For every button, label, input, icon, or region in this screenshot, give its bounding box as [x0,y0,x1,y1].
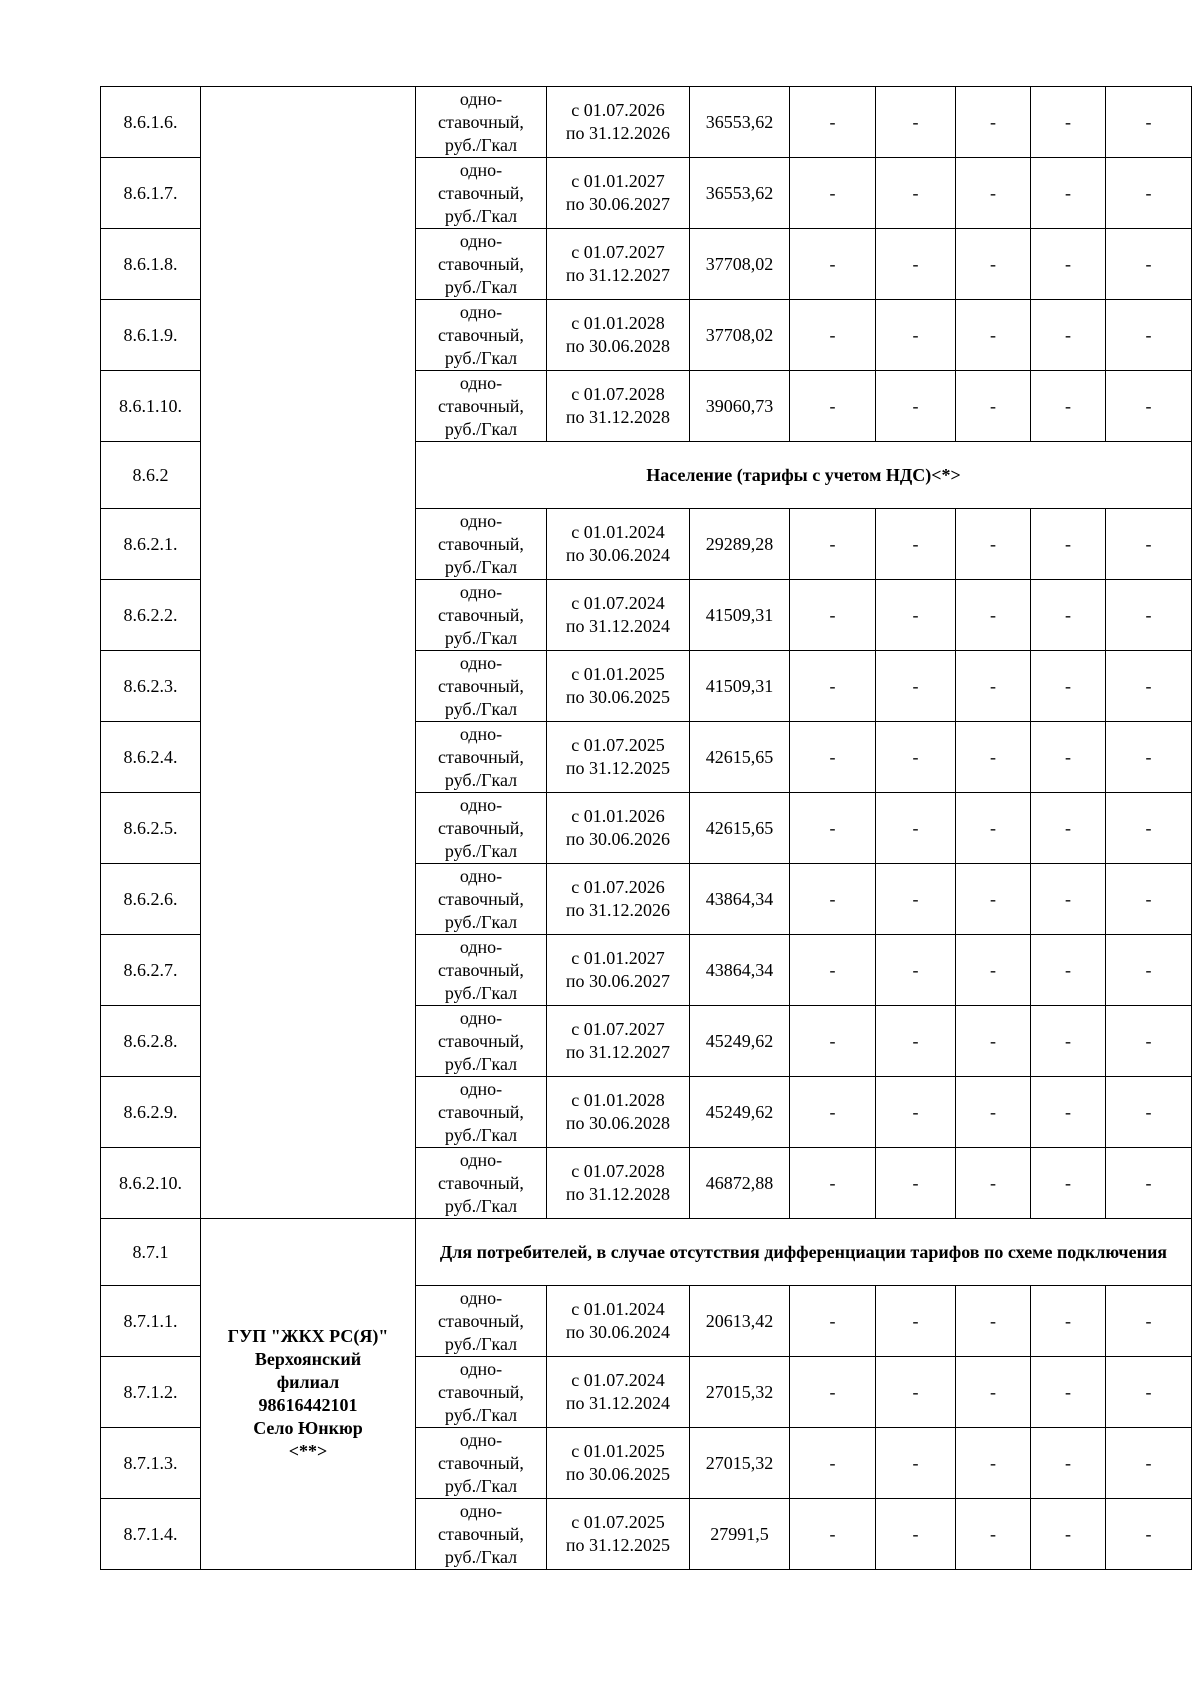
tariff-type-cell: одно- ставочный, руб./Гкал [416,371,547,442]
table-row [101,87,1192,158]
tariff-type-cell: одно- ставочный, руб./Гкал [416,87,547,158]
organization-cell [201,87,416,1219]
tariff-value-cell: 29289,28 [690,509,790,580]
empty-value-cell: - [790,1077,876,1148]
empty-value-cell: - [876,1006,956,1077]
empty-value-cell: - [876,1499,956,1570]
empty-value-cell: - [1031,300,1106,371]
group-row [101,1219,1192,1286]
empty-value-cell: - [1031,935,1106,1006]
empty-value-cell: - [790,371,876,442]
empty-value-cell: - [1106,935,1192,1006]
period-cell: с 01.01.2025 по 30.06.2025 [547,1428,690,1499]
tariff-type-cell: одно- ставочный, руб./Гкал [416,580,547,651]
tariff-type-cell: одно- ставочный, руб./Гкал [416,793,547,864]
empty-value-cell: - [876,371,956,442]
tariff-type-cell: одно- ставочный, руб./Гкал [416,864,547,935]
tariff-value-cell: 43864,34 [690,864,790,935]
empty-value-cell: - [1106,229,1192,300]
empty-value-cell: - [876,864,956,935]
empty-value-cell: - [956,300,1031,371]
empty-value-cell: - [1031,1428,1106,1499]
empty-value-cell: - [876,580,956,651]
empty-value-cell: - [956,509,1031,580]
empty-value-cell: - [1106,1077,1192,1148]
tariff-value-cell: 42615,65 [690,722,790,793]
period-cell: с 01.07.2027 по 31.12.2027 [547,229,690,300]
empty-value-cell: - [790,1006,876,1077]
row-number-cell: 8.7.1.3. [101,1428,201,1499]
empty-value-cell: - [790,1148,876,1219]
tariff-type-cell: одно- ставочный, руб./Гкал [416,1006,547,1077]
tariff-value-cell: 45249,62 [690,1077,790,1148]
tariff-type-cell: одно- ставочный, руб./Гкал [416,1077,547,1148]
empty-value-cell: - [876,1357,956,1428]
empty-value-cell: - [1031,580,1106,651]
row-number-cell: 8.6.2.8. [101,1006,201,1077]
period-cell: с 01.07.2028 по 31.12.2028 [547,371,690,442]
empty-value-cell: - [876,651,956,722]
tariff-value-cell: 27015,32 [690,1428,790,1499]
period-cell: с 01.07.2026 по 31.12.2026 [547,864,690,935]
empty-value-cell: - [876,1428,956,1499]
empty-value-cell: - [1106,580,1192,651]
row-number-cell: 8.6.1.9. [101,300,201,371]
tariff-value-cell: 39060,73 [690,371,790,442]
empty-value-cell: - [790,793,876,864]
organization-cell: ГУП "ЖКХ РС(Я)" Верхоянский филиал 98616442101 Село Юнкюр <**> [201,1219,416,1570]
empty-value-cell: - [790,651,876,722]
empty-value-cell: - [956,864,1031,935]
tariff-value-cell: 27991,5 [690,1499,790,1570]
empty-value-cell: - [1106,300,1192,371]
empty-value-cell: - [1031,864,1106,935]
tariff-value-cell: 41509,31 [690,651,790,722]
tariff-type-cell: одно- ставочный, руб./Гкал [416,300,547,371]
empty-value-cell: - [956,371,1031,442]
empty-value-cell: - [1031,371,1106,442]
empty-value-cell: - [790,1499,876,1570]
row-number-cell: 8.6.1.10. [101,371,201,442]
empty-value-cell: - [1106,1357,1192,1428]
empty-value-cell: - [956,1428,1031,1499]
empty-value-cell: - [1106,1286,1192,1357]
empty-value-cell: - [1106,722,1192,793]
group-title-cell: Для потребителей, в случае отсутствия дифференциации тарифов по схеме подключения [416,1219,1192,1286]
tariff-value-cell: 42615,65 [690,793,790,864]
period-cell: с 01.07.2024 по 31.12.2024 [547,580,690,651]
empty-value-cell: - [956,1006,1031,1077]
empty-value-cell: - [956,935,1031,1006]
row-number-cell: 8.6.2.9. [101,1077,201,1148]
period-cell: с 01.01.2028 по 30.06.2028 [547,300,690,371]
period-cell: с 01.01.2024 по 30.06.2024 [547,1286,690,1357]
period-cell: с 01.07.2024 по 31.12.2024 [547,1357,690,1428]
empty-value-cell: - [1031,229,1106,300]
empty-value-cell: - [1106,87,1192,158]
empty-value-cell: - [876,1077,956,1148]
empty-value-cell: - [1106,371,1192,442]
empty-value-cell: - [790,87,876,158]
row-number-cell: 8.6.2 [101,442,201,509]
empty-value-cell: - [790,722,876,793]
period-cell: с 01.07.2027 по 31.12.2027 [547,1006,690,1077]
empty-value-cell: - [790,580,876,651]
tariff-type-cell: одно- ставочный, руб./Гкал [416,651,547,722]
tariff-type-cell: одно- ставочный, руб./Гкал [416,158,547,229]
tariff-table [100,86,1192,1570]
empty-value-cell: - [790,158,876,229]
row-number-cell: 8.6.2.7. [101,935,201,1006]
empty-value-cell: - [1031,1006,1106,1077]
tariff-type-cell: одно- ставочный, руб./Гкал [416,1357,547,1428]
empty-value-cell: - [1031,509,1106,580]
empty-value-cell: - [1106,864,1192,935]
tariff-type-cell: одно- ставочный, руб./Гкал [416,1286,547,1357]
tariff-type-cell: одно- ставочный, руб./Гкал [416,1428,547,1499]
empty-value-cell: - [1031,793,1106,864]
tariff-value-cell: 45249,62 [690,1006,790,1077]
tariff-type-cell: одно- ставочный, руб./Гкал [416,229,547,300]
empty-value-cell: - [956,1286,1031,1357]
tariff-type-cell: одно- ставочный, руб./Гкал [416,1499,547,1570]
group-title-cell: Население (тарифы с учетом НДС)<*> [416,442,1192,509]
empty-value-cell: - [956,158,1031,229]
empty-value-cell: - [956,229,1031,300]
empty-value-cell: - [876,793,956,864]
empty-value-cell: - [1106,651,1192,722]
empty-value-cell: - [1106,1428,1192,1499]
empty-value-cell: - [876,229,956,300]
row-number-cell: 8.7.1.2. [101,1357,201,1428]
row-number-cell: 8.6.1.7. [101,158,201,229]
tariff-value-cell: 37708,02 [690,300,790,371]
period-cell: с 01.01.2027 по 30.06.2027 [547,935,690,1006]
tariff-table-body [101,87,1192,1570]
row-number-cell: 8.6.2.2. [101,580,201,651]
row-number-cell: 8.6.2.1. [101,509,201,580]
period-cell: с 01.01.2024 по 30.06.2024 [547,509,690,580]
empty-value-cell: - [956,651,1031,722]
tariff-type-cell: одно- ставочный, руб./Гкал [416,1148,547,1219]
empty-value-cell: - [876,87,956,158]
empty-value-cell: - [790,864,876,935]
tariff-value-cell: 43864,34 [690,935,790,1006]
period-cell: с 01.01.2026 по 30.06.2026 [547,793,690,864]
tariff-type-cell: одно- ставочный, руб./Гкал [416,722,547,793]
empty-value-cell: - [956,1148,1031,1219]
empty-value-cell: - [956,793,1031,864]
empty-value-cell: - [956,1357,1031,1428]
empty-value-cell: - [956,1077,1031,1148]
tariff-value-cell: 36553,62 [690,158,790,229]
empty-value-cell: - [1106,158,1192,229]
empty-value-cell: - [1031,1499,1106,1570]
empty-value-cell: - [1031,158,1106,229]
empty-value-cell: - [1031,87,1106,158]
empty-value-cell: - [956,1499,1031,1570]
empty-value-cell: - [1031,1357,1106,1428]
row-number-cell: 8.6.2.3. [101,651,201,722]
tariff-value-cell: 27015,32 [690,1357,790,1428]
empty-value-cell: - [876,722,956,793]
empty-value-cell: - [956,87,1031,158]
row-number-cell: 8.6.1.6. [101,87,201,158]
tariff-value-cell: 36553,62 [690,87,790,158]
empty-value-cell: - [790,1286,876,1357]
row-number-cell: 8.7.1.1. [101,1286,201,1357]
tariff-type-cell: одно- ставочный, руб./Гкал [416,935,547,1006]
period-cell: с 01.07.2025 по 31.12.2025 [547,1499,690,1570]
row-number-cell: 8.6.2.10. [101,1148,201,1219]
empty-value-cell: - [790,1428,876,1499]
empty-value-cell: - [876,300,956,371]
empty-value-cell: - [876,158,956,229]
row-number-cell: 8.6.2.6. [101,864,201,935]
empty-value-cell: - [956,722,1031,793]
empty-value-cell: - [1106,1148,1192,1219]
period-cell: с 01.01.2025 по 30.06.2025 [547,651,690,722]
empty-value-cell: - [1106,793,1192,864]
tariff-type-cell: одно- ставочный, руб./Гкал [416,509,547,580]
empty-value-cell: - [790,300,876,371]
row-number-cell: 8.7.1.4. [101,1499,201,1570]
tariff-value-cell: 46872,88 [690,1148,790,1219]
row-number-cell: 8.6.2.5. [101,793,201,864]
tariff-value-cell: 20613,42 [690,1286,790,1357]
period-cell: с 01.07.2028 по 31.12.2028 [547,1148,690,1219]
empty-value-cell: - [1031,722,1106,793]
empty-value-cell: - [876,1148,956,1219]
empty-value-cell: - [956,580,1031,651]
period-cell: с 01.01.2027 по 30.06.2027 [547,158,690,229]
row-number-cell: 8.6.1.8. [101,229,201,300]
empty-value-cell: - [1106,509,1192,580]
empty-value-cell: - [1106,1006,1192,1077]
empty-value-cell: - [1031,1148,1106,1219]
empty-value-cell: - [876,509,956,580]
empty-value-cell: - [1031,1077,1106,1148]
empty-value-cell: - [790,1357,876,1428]
row-number-cell: 8.6.2.4. [101,722,201,793]
period-cell: с 01.01.2028 по 30.06.2028 [547,1077,690,1148]
row-number-cell: 8.7.1 [101,1219,201,1286]
period-cell: с 01.07.2025 по 31.12.2025 [547,722,690,793]
empty-value-cell: - [790,509,876,580]
tariff-value-cell: 37708,02 [690,229,790,300]
empty-value-cell: - [790,935,876,1006]
empty-value-cell: - [876,935,956,1006]
empty-value-cell: - [790,229,876,300]
period-cell: с 01.07.2026 по 31.12.2026 [547,87,690,158]
empty-value-cell: - [1106,1499,1192,1570]
tariff-value-cell: 41509,31 [690,580,790,651]
empty-value-cell: - [876,1286,956,1357]
empty-value-cell: - [1031,1286,1106,1357]
empty-value-cell: - [1031,651,1106,722]
